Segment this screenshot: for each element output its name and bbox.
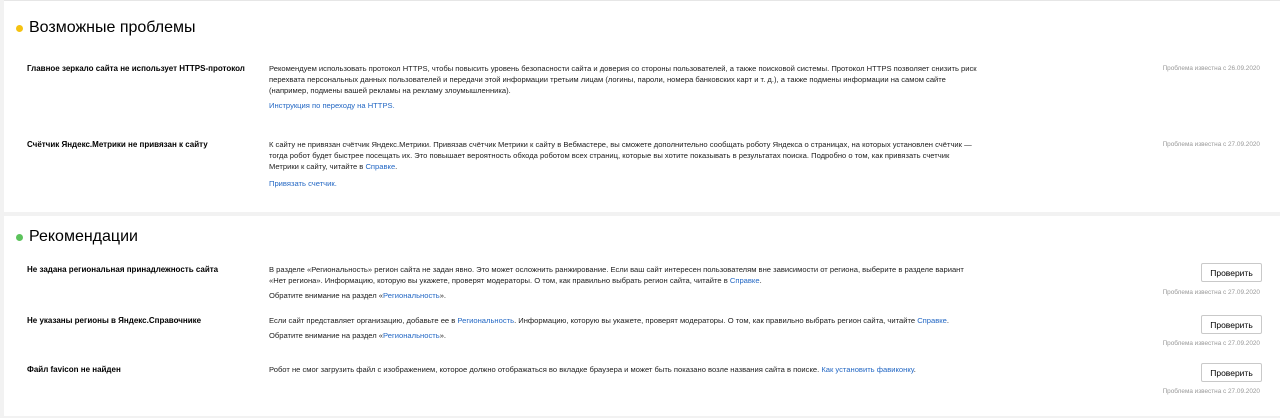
description-line: В разделе «Региональность» регион сайта не задан явно. Это может осложнить ранжирование. Если ваш сайт интересен пользователям вне зависимости от региона, выберите в разделе вариант	[269, 265, 964, 274]
check-button[interactable]: Проверить	[1201, 263, 1262, 282]
recommendations-header	[16, 228, 138, 246]
recommendation-date: Проблема известна с 27.09.2020	[1162, 388, 1260, 395]
description-line: Метрики к сайту, читайте в Справке.	[269, 162, 398, 171]
check-button[interactable]: Проверить	[1201, 363, 1262, 382]
recommendation-note: Обратите внимание на раздел «Региональность».	[269, 331, 447, 340]
description-line: перехвата персональных данных пользователей и передачи этой информации третьим лицам (логины, пароли, номера банковских карт и т. д.), а также подмены информации на самом сайте	[269, 75, 946, 84]
recommendation-date: Проблема известна с 27.09.2020	[1162, 289, 1260, 296]
recommendations-section	[4, 216, 1280, 416]
regionality-link[interactable]: Региональность	[383, 331, 440, 340]
problem-title: Счётчик Яндекс.Метрики не привязан к сайту	[27, 140, 208, 149]
problems-title: Возможные проблемы	[29, 19, 196, 36]
regionality-link[interactable]: Региональность	[383, 291, 440, 300]
description-line: «Нет региона». Информацию, которую вы укажете, проверят модераторы. О том, как правильно выбрать регион сайта, читайте в Справке.	[269, 276, 762, 285]
recommendation-description	[269, 264, 1029, 286]
problem-description	[269, 139, 1029, 172]
warning-dot-icon	[16, 25, 23, 32]
description-line: тогда робот будет быстрее посещать их. Это повышает вероятность обхода роботом всех страниц, которые вы хотите показывать в результатах поиска. Подробно о том, как привязать счетчик	[269, 151, 950, 160]
problem-title: Главное зеркало сайта не использует HTTPS-протокол	[27, 64, 245, 73]
success-dot-icon	[16, 234, 23, 241]
recommendation-date: Проблема известна с 27.09.2020	[1162, 340, 1260, 347]
recommendation-description	[269, 315, 1029, 326]
recommendations-title: Рекомендации	[29, 228, 138, 245]
recommendation-note: Обратите внимание на раздел «Региональность».	[269, 291, 447, 300]
help-link[interactable]: Справке	[729, 276, 760, 285]
recommendation-title: Не задана региональная принадлежность сайта	[27, 265, 219, 274]
recommendation-title: Не указаны регионы в Яндекс.Справочнике	[27, 316, 202, 325]
description-line: Робот не смог загрузить файл с изображением, которое должно отображаться во вкладке браузера и может быть показано возле названия сайта в поиске. Как установить фавиконку.	[269, 365, 916, 374]
problem-date: Проблема известна с 27.09.2020	[1162, 141, 1260, 148]
check-button[interactable]: Проверить	[1201, 315, 1262, 334]
description-line: К сайту не привязан счётчик Яндекс.Метрики. Привязав счётчик Метрики к сайту в Вебмастере, вы сможете дополнительно сообщать роботу Яндекса о страницах, на которых установлен счётчик —	[269, 140, 972, 149]
description-line: Если сайт представляет организацию, добавьте ее в Региональность. Информацию, которую вы укажете, проверят модераторы. О том, как правильно выбрать регион сайта, читайте Справке.	[269, 316, 950, 325]
bind-counter-link[interactable]: Привязать счетчик.	[269, 179, 337, 188]
help-link[interactable]: Справке	[917, 316, 947, 325]
problem-description	[269, 63, 1029, 96]
description-line: (например, подмены вашей рекламы на рекламу злоумышленника).	[269, 86, 511, 95]
favicon-help-link[interactable]: Как установить фавиконку	[821, 365, 914, 374]
problems-section	[4, 0, 1280, 212]
recommendation-description	[269, 364, 1029, 375]
description-line: Рекомендуем использовать протокол HTTPS, чтобы повысить уровень безопасности сайта и доверия со стороны пользователей, а также поисковой системы. Протокол HTTPS позволяет снизить риск	[269, 64, 977, 73]
https-instruction-link[interactable]: Инструкция по переходу на HTTPS.	[269, 101, 395, 110]
problems-header	[16, 19, 195, 37]
help-link[interactable]: Справке	[365, 162, 396, 171]
regionality-link[interactable]: Региональность	[457, 316, 515, 325]
problem-date: Проблема известна с 26.09.2020	[1162, 65, 1260, 72]
recommendation-title: Файл favicon не найден	[27, 365, 121, 374]
